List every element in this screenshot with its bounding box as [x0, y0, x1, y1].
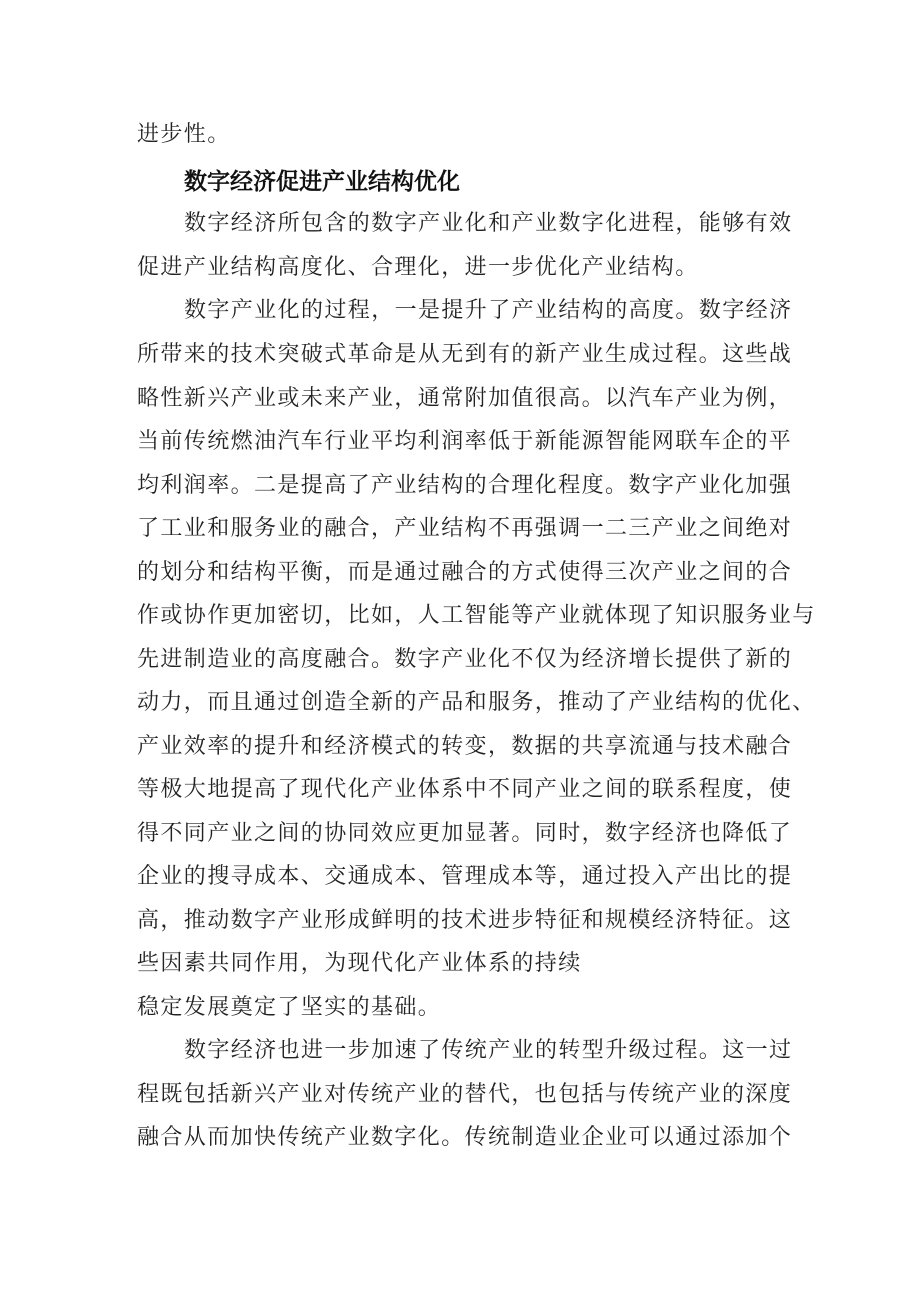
text-line: 了工业和服务业的融合，产业结构不再强调一二三产业之间绝对 [137, 516, 793, 541]
text-line: 的划分和结构平衡，而是通过融合的方式使得三次产业之间的合 [137, 560, 793, 585]
text-line: 均利润率。二是提高了产业结构的合理化程度。数字产业化加强 [137, 473, 793, 498]
text-line: 略性新兴产业或未来产业，通常附加值很高。以汽车产业为例， [137, 386, 793, 411]
text-line: 些因素共同作用，为现代化产业体系的持续 [137, 951, 582, 976]
text-line: 企业的搜寻成本、交通成本、管理成本等，通过投入产出比的提 [137, 864, 793, 889]
text-line: 等极大地提高了现代化产业体系中不同产业之间的联系程度，使 [137, 777, 793, 802]
text-line: 产业效率的提升和经济模式的转变，数据的共享流通与技术融合 [137, 734, 793, 759]
text-line: 当前传统燃油汽车行业平均利润率低于新能源智能网联车企的平 [137, 429, 793, 454]
text-line: 数字产业化的过程，一是提升了产业结构的高度。数字经济 [184, 298, 793, 323]
text-line: 所带来的技术突破式革命是从无到有的新产业生成过程。这些战 [137, 342, 793, 367]
text-line: 高，推动数字产业形成鲜明的技术进步特征和规模经济特征。这 [137, 908, 793, 933]
text-line: 动力，而且通过创造全新的产品和服务，推动了产业结构的优化、 [137, 690, 816, 715]
text-line: 先进制造业的高度融合。数字产业化不仅为经济增长提供了新的 [137, 647, 793, 672]
text-line: 得不同产业之间的协同效应更加显著。同时，数字经济也降低了 [137, 821, 793, 846]
text-line: 进步性。 [137, 122, 231, 147]
text-line: 数字经济所包含的数字产业化和产业数字化进程，能够有效 [184, 211, 793, 236]
text-line: 稳定发展奠定了坚实的基础。 [137, 995, 442, 1020]
text-line: 作或协作更加密切，比如，人工智能等产业就体现了知识服务业与 [137, 603, 816, 628]
text-line: 数字经济也进一步加速了传统产业的转型升级过程。这一过 [184, 1038, 793, 1063]
text-line: 程既包括新兴产业对传统产业的替代，也包括与传统产业的深度 [137, 1082, 793, 1107]
section-heading: 数字经济促进产业结构优化 [184, 169, 460, 195]
text-line: 融合从而加快传统产业数字化。传统制造业企业可以通过添加个 [137, 1125, 793, 1150]
text-line: 促进产业结构高度化、合理化，进一步优化产业结构。 [137, 255, 699, 280]
